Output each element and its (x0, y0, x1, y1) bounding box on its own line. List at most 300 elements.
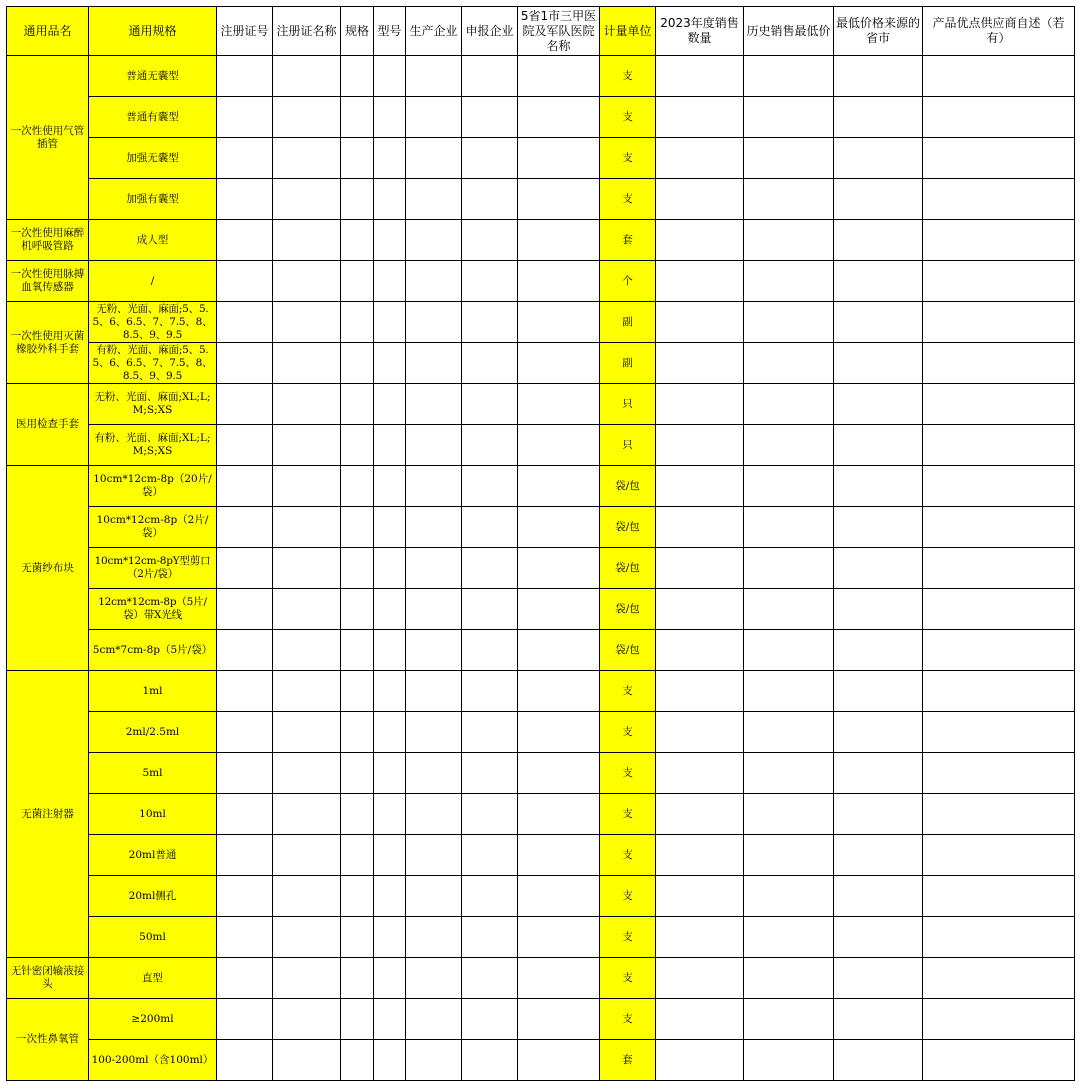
cell-price-source[interactable] (834, 917, 923, 958)
cell-applicant[interactable] (462, 794, 518, 835)
cell-registration-name[interactable] (273, 507, 341, 548)
cell-generic-spec[interactable]: 无粉、光面、麻面;5、5.5、6、6.5、7、7.5、8、8.5、9、9.5 (89, 302, 217, 343)
cell-registration-name[interactable] (273, 179, 341, 220)
cell-model[interactable] (374, 56, 406, 97)
cell-model[interactable] (374, 999, 406, 1040)
cell-lowest-price[interactable] (744, 753, 834, 794)
cell-registration-no[interactable] (217, 794, 273, 835)
cell-unit[interactable]: 支 (600, 794, 656, 835)
cell-specification[interactable] (341, 97, 374, 138)
cell-manufacturer[interactable] (406, 343, 462, 384)
cell-generic-name[interactable]: 无菌纱布块 (7, 466, 89, 671)
cell-registration-name[interactable] (273, 794, 341, 835)
cell-generic-spec[interactable]: 2ml/2.5ml (89, 712, 217, 753)
cell-hospital-names[interactable] (518, 753, 600, 794)
cell-hospital-names[interactable] (518, 712, 600, 753)
cell-manufacturer[interactable] (406, 835, 462, 876)
cell-registration-no[interactable] (217, 425, 273, 466)
cell-specification[interactable] (341, 220, 374, 261)
cell-generic-spec[interactable]: 50ml (89, 917, 217, 958)
cell-sales-2023[interactable] (656, 958, 744, 999)
cell-model[interactable] (374, 548, 406, 589)
cell-generic-spec[interactable]: 5cm*7cm-8p（5片/袋） (89, 630, 217, 671)
cell-specification[interactable] (341, 507, 374, 548)
cell-applicant[interactable] (462, 97, 518, 138)
cell-specification[interactable] (341, 712, 374, 753)
cell-supplier-statement[interactable] (923, 138, 1075, 179)
cell-applicant[interactable] (462, 958, 518, 999)
cell-applicant[interactable] (462, 1040, 518, 1081)
cell-sales-2023[interactable] (656, 425, 744, 466)
cell-applicant[interactable] (462, 302, 518, 343)
cell-model[interactable] (374, 138, 406, 179)
cell-supplier-statement[interactable] (923, 876, 1075, 917)
cell-generic-name[interactable]: 一次性使用麻醉机呼吸管路 (7, 220, 89, 261)
cell-specification[interactable] (341, 384, 374, 425)
cell-lowest-price[interactable] (744, 261, 834, 302)
cell-manufacturer[interactable] (406, 97, 462, 138)
cell-supplier-statement[interactable] (923, 999, 1075, 1040)
cell-manufacturer[interactable] (406, 507, 462, 548)
cell-model[interactable] (374, 589, 406, 630)
header-sales-2023[interactable]: 2023年度销售数量 (656, 7, 744, 56)
cell-registration-name[interactable] (273, 425, 341, 466)
cell-price-source[interactable] (834, 876, 923, 917)
cell-sales-2023[interactable] (656, 917, 744, 958)
cell-hospital-names[interactable] (518, 794, 600, 835)
cell-unit[interactable]: 支 (600, 179, 656, 220)
cell-manufacturer[interactable] (406, 671, 462, 712)
cell-generic-name[interactable]: 无菌注射器 (7, 671, 89, 958)
cell-supplier-statement[interactable] (923, 671, 1075, 712)
cell-supplier-statement[interactable] (923, 630, 1075, 671)
cell-registration-no[interactable] (217, 835, 273, 876)
cell-sales-2023[interactable] (656, 999, 744, 1040)
cell-price-source[interactable] (834, 507, 923, 548)
cell-applicant[interactable] (462, 466, 518, 507)
header-generic-spec[interactable]: 通用规格 (89, 7, 217, 56)
cell-lowest-price[interactable] (744, 835, 834, 876)
cell-generic-spec[interactable]: 无粉、光面、麻面;XL;L;M;S;XS (89, 384, 217, 425)
cell-manufacturer[interactable] (406, 138, 462, 179)
cell-generic-name[interactable]: 一次性使用气管插管 (7, 56, 89, 220)
cell-generic-name[interactable]: 医用检查手套 (7, 384, 89, 466)
cell-registration-name[interactable] (273, 466, 341, 507)
cell-supplier-statement[interactable] (923, 835, 1075, 876)
cell-specification[interactable] (341, 1040, 374, 1081)
cell-registration-name[interactable] (273, 712, 341, 753)
cell-unit[interactable]: 袋/包 (600, 589, 656, 630)
cell-specification[interactable] (341, 958, 374, 999)
cell-manufacturer[interactable] (406, 917, 462, 958)
header-registration-no[interactable]: 注册证号 (217, 7, 273, 56)
cell-model[interactable] (374, 917, 406, 958)
cell-applicant[interactable] (462, 753, 518, 794)
cell-generic-spec[interactable]: 10ml (89, 794, 217, 835)
cell-model[interactable] (374, 97, 406, 138)
cell-generic-spec[interactable]: 有粉、光面、麻面;XL;L;M;S;XS (89, 425, 217, 466)
header-specification[interactable]: 规格 (341, 7, 374, 56)
cell-registration-name[interactable] (273, 999, 341, 1040)
cell-generic-spec[interactable]: 有粉、光面、麻面;5、5.5、6、6.5、7、7.5、8、8.5、9、9.5 (89, 343, 217, 384)
cell-sales-2023[interactable] (656, 1040, 744, 1081)
cell-generic-spec[interactable]: 20ml普通 (89, 835, 217, 876)
cell-sales-2023[interactable] (656, 56, 744, 97)
cell-lowest-price[interactable] (744, 220, 834, 261)
cell-unit[interactable]: 支 (600, 876, 656, 917)
cell-generic-spec[interactable]: 成人型 (89, 220, 217, 261)
cell-registration-no[interactable] (217, 671, 273, 712)
cell-sales-2023[interactable] (656, 261, 744, 302)
cell-price-source[interactable] (834, 712, 923, 753)
cell-price-source[interactable] (834, 794, 923, 835)
cell-applicant[interactable] (462, 425, 518, 466)
cell-generic-name[interactable]: 一次性使用灭菌橡胶外科手套 (7, 302, 89, 384)
cell-sales-2023[interactable] (656, 507, 744, 548)
cell-unit[interactable]: 支 (600, 999, 656, 1040)
cell-supplier-statement[interactable] (923, 384, 1075, 425)
cell-supplier-statement[interactable] (923, 589, 1075, 630)
cell-registration-no[interactable] (217, 343, 273, 384)
cell-unit[interactable]: 套 (600, 1040, 656, 1081)
cell-lowest-price[interactable] (744, 384, 834, 425)
cell-hospital-names[interactable] (518, 261, 600, 302)
cell-applicant[interactable] (462, 220, 518, 261)
cell-registration-name[interactable] (273, 343, 341, 384)
cell-registration-name[interactable] (273, 1040, 341, 1081)
cell-model[interactable] (374, 794, 406, 835)
cell-supplier-statement[interactable] (923, 958, 1075, 999)
cell-sales-2023[interactable] (656, 302, 744, 343)
cell-generic-name[interactable]: 一次性使用脉搏血氧传感器 (7, 261, 89, 302)
cell-lowest-price[interactable] (744, 1040, 834, 1081)
cell-supplier-statement[interactable] (923, 302, 1075, 343)
cell-sales-2023[interactable] (656, 630, 744, 671)
cell-price-source[interactable] (834, 630, 923, 671)
cell-price-source[interactable] (834, 261, 923, 302)
cell-model[interactable] (374, 220, 406, 261)
cell-registration-no[interactable] (217, 999, 273, 1040)
cell-registration-no[interactable] (217, 753, 273, 794)
cell-supplier-statement[interactable] (923, 794, 1075, 835)
cell-manufacturer[interactable] (406, 753, 462, 794)
cell-generic-spec[interactable]: 10cm*12cm-8pY型剪口（2片/袋） (89, 548, 217, 589)
cell-specification[interactable] (341, 835, 374, 876)
header-hospital-names[interactable]: 5省1市三甲医院及军队医院名称 (518, 7, 600, 56)
cell-hospital-names[interactable] (518, 548, 600, 589)
cell-specification[interactable] (341, 425, 374, 466)
cell-manufacturer[interactable] (406, 589, 462, 630)
cell-supplier-statement[interactable] (923, 425, 1075, 466)
cell-manufacturer[interactable] (406, 1040, 462, 1081)
cell-registration-name[interactable] (273, 97, 341, 138)
cell-model[interactable] (374, 261, 406, 302)
cell-model[interactable] (374, 835, 406, 876)
cell-supplier-statement[interactable] (923, 917, 1075, 958)
cell-manufacturer[interactable] (406, 958, 462, 999)
cell-lowest-price[interactable] (744, 425, 834, 466)
cell-price-source[interactable] (834, 302, 923, 343)
cell-manufacturer[interactable] (406, 466, 462, 507)
cell-registration-no[interactable] (217, 220, 273, 261)
cell-registration-no[interactable] (217, 712, 273, 753)
cell-registration-name[interactable] (273, 671, 341, 712)
cell-model[interactable] (374, 958, 406, 999)
cell-applicant[interactable] (462, 835, 518, 876)
cell-applicant[interactable] (462, 917, 518, 958)
cell-registration-no[interactable] (217, 466, 273, 507)
cell-manufacturer[interactable] (406, 261, 462, 302)
cell-applicant[interactable] (462, 56, 518, 97)
cell-sales-2023[interactable] (656, 466, 744, 507)
cell-hospital-names[interactable] (518, 138, 600, 179)
cell-registration-name[interactable] (273, 220, 341, 261)
cell-manufacturer[interactable] (406, 548, 462, 589)
cell-registration-no[interactable] (217, 97, 273, 138)
cell-manufacturer[interactable] (406, 630, 462, 671)
cell-manufacturer[interactable] (406, 425, 462, 466)
cell-lowest-price[interactable] (744, 876, 834, 917)
cell-specification[interactable] (341, 794, 374, 835)
cell-sales-2023[interactable] (656, 589, 744, 630)
cell-applicant[interactable] (462, 999, 518, 1040)
cell-sales-2023[interactable] (656, 753, 744, 794)
cell-registration-no[interactable] (217, 138, 273, 179)
cell-sales-2023[interactable] (656, 179, 744, 220)
cell-registration-no[interactable] (217, 507, 273, 548)
cell-lowest-price[interactable] (744, 999, 834, 1040)
cell-specification[interactable] (341, 917, 374, 958)
cell-applicant[interactable] (462, 630, 518, 671)
cell-unit[interactable]: 支 (600, 917, 656, 958)
cell-registration-name[interactable] (273, 548, 341, 589)
cell-generic-name[interactable]: 无针密闭输液接头 (7, 958, 89, 999)
cell-generic-spec[interactable]: 普通有囊型 (89, 97, 217, 138)
cell-unit[interactable]: 袋/包 (600, 466, 656, 507)
cell-lowest-price[interactable] (744, 917, 834, 958)
cell-lowest-price[interactable] (744, 56, 834, 97)
cell-manufacturer[interactable] (406, 220, 462, 261)
cell-sales-2023[interactable] (656, 138, 744, 179)
cell-price-source[interactable] (834, 753, 923, 794)
cell-unit[interactable]: 支 (600, 138, 656, 179)
cell-model[interactable] (374, 671, 406, 712)
cell-registration-no[interactable] (217, 56, 273, 97)
cell-manufacturer[interactable] (406, 999, 462, 1040)
cell-supplier-statement[interactable] (923, 220, 1075, 261)
cell-supplier-statement[interactable] (923, 753, 1075, 794)
cell-model[interactable] (374, 179, 406, 220)
cell-registration-no[interactable] (217, 589, 273, 630)
cell-model[interactable] (374, 753, 406, 794)
cell-hospital-names[interactable] (518, 630, 600, 671)
cell-applicant[interactable] (462, 179, 518, 220)
cell-hospital-names[interactable] (518, 384, 600, 425)
cell-price-source[interactable] (834, 671, 923, 712)
cell-hospital-names[interactable] (518, 179, 600, 220)
cell-supplier-statement[interactable] (923, 466, 1075, 507)
cell-supplier-statement[interactable] (923, 261, 1075, 302)
cell-applicant[interactable] (462, 507, 518, 548)
cell-manufacturer[interactable] (406, 179, 462, 220)
cell-sales-2023[interactable] (656, 548, 744, 589)
cell-supplier-statement[interactable] (923, 1040, 1075, 1081)
cell-hospital-names[interactable] (518, 343, 600, 384)
cell-specification[interactable] (341, 261, 374, 302)
cell-generic-spec[interactable]: 1ml (89, 671, 217, 712)
header-generic-name[interactable]: 通用品名 (7, 7, 89, 56)
cell-generic-spec[interactable]: 普通无囊型 (89, 56, 217, 97)
header-price-source[interactable]: 最低价格来源的省市 (834, 7, 923, 56)
cell-specification[interactable] (341, 999, 374, 1040)
cell-hospital-names[interactable] (518, 835, 600, 876)
cell-registration-no[interactable] (217, 917, 273, 958)
cell-model[interactable] (374, 630, 406, 671)
cell-applicant[interactable] (462, 876, 518, 917)
header-lowest-price[interactable]: 历史销售最低价 (744, 7, 834, 56)
cell-hospital-names[interactable] (518, 589, 600, 630)
cell-price-source[interactable] (834, 999, 923, 1040)
cell-registration-no[interactable] (217, 630, 273, 671)
cell-manufacturer[interactable] (406, 876, 462, 917)
cell-hospital-names[interactable] (518, 958, 600, 999)
cell-price-source[interactable] (834, 466, 923, 507)
cell-generic-spec[interactable]: 20ml侧孔 (89, 876, 217, 917)
cell-registration-no[interactable] (217, 1040, 273, 1081)
cell-unit[interactable]: 支 (600, 958, 656, 999)
cell-registration-name[interactable] (273, 302, 341, 343)
cell-registration-no[interactable] (217, 384, 273, 425)
cell-supplier-statement[interactable] (923, 179, 1075, 220)
cell-lowest-price[interactable] (744, 97, 834, 138)
cell-applicant[interactable] (462, 548, 518, 589)
cell-unit[interactable]: 个 (600, 261, 656, 302)
cell-price-source[interactable] (834, 835, 923, 876)
cell-unit[interactable]: 支 (600, 835, 656, 876)
cell-price-source[interactable] (834, 343, 923, 384)
cell-sales-2023[interactable] (656, 835, 744, 876)
cell-lowest-price[interactable] (744, 712, 834, 753)
cell-supplier-statement[interactable] (923, 56, 1075, 97)
cell-lowest-price[interactable] (744, 589, 834, 630)
cell-generic-spec[interactable]: 加强有囊型 (89, 179, 217, 220)
cell-model[interactable] (374, 384, 406, 425)
cell-supplier-statement[interactable] (923, 712, 1075, 753)
cell-hospital-names[interactable] (518, 466, 600, 507)
cell-lowest-price[interactable] (744, 548, 834, 589)
cell-specification[interactable] (341, 138, 374, 179)
cell-applicant[interactable] (462, 712, 518, 753)
cell-model[interactable] (374, 876, 406, 917)
cell-manufacturer[interactable] (406, 56, 462, 97)
cell-unit[interactable]: 副 (600, 343, 656, 384)
cell-generic-spec[interactable]: / (89, 261, 217, 302)
cell-registration-no[interactable] (217, 876, 273, 917)
cell-price-source[interactable] (834, 548, 923, 589)
cell-specification[interactable] (341, 753, 374, 794)
cell-sales-2023[interactable] (656, 876, 744, 917)
cell-model[interactable] (374, 1040, 406, 1081)
cell-registration-name[interactable] (273, 56, 341, 97)
cell-supplier-statement[interactable] (923, 343, 1075, 384)
cell-manufacturer[interactable] (406, 712, 462, 753)
cell-lowest-price[interactable] (744, 466, 834, 507)
header-supplier-statement[interactable]: 产品优点供应商自述（若有） (923, 7, 1075, 56)
cell-price-source[interactable] (834, 56, 923, 97)
cell-unit[interactable]: 支 (600, 753, 656, 794)
cell-generic-spec[interactable]: 5ml (89, 753, 217, 794)
cell-hospital-names[interactable] (518, 999, 600, 1040)
cell-lowest-price[interactable] (744, 671, 834, 712)
cell-registration-name[interactable] (273, 876, 341, 917)
cell-manufacturer[interactable] (406, 794, 462, 835)
cell-sales-2023[interactable] (656, 97, 744, 138)
cell-specification[interactable] (341, 302, 374, 343)
cell-registration-name[interactable] (273, 589, 341, 630)
cell-hospital-names[interactable] (518, 507, 600, 548)
cell-registration-no[interactable] (217, 958, 273, 999)
cell-lowest-price[interactable] (744, 794, 834, 835)
cell-specification[interactable] (341, 671, 374, 712)
cell-hospital-names[interactable] (518, 425, 600, 466)
cell-price-source[interactable] (834, 220, 923, 261)
cell-price-source[interactable] (834, 1040, 923, 1081)
cell-unit[interactable]: 支 (600, 56, 656, 97)
cell-registration-name[interactable] (273, 384, 341, 425)
cell-unit[interactable]: 套 (600, 220, 656, 261)
cell-supplier-statement[interactable] (923, 97, 1075, 138)
cell-unit[interactable]: 袋/包 (600, 548, 656, 589)
cell-model[interactable] (374, 343, 406, 384)
cell-specification[interactable] (341, 876, 374, 917)
cell-model[interactable] (374, 507, 406, 548)
cell-registration-no[interactable] (217, 548, 273, 589)
cell-hospital-names[interactable] (518, 220, 600, 261)
cell-registration-name[interactable] (273, 261, 341, 302)
header-manufacturer[interactable]: 生产企业 (406, 7, 462, 56)
header-unit[interactable]: 计量单位 (600, 7, 656, 56)
header-model[interactable]: 型号 (374, 7, 406, 56)
cell-lowest-price[interactable] (744, 179, 834, 220)
cell-sales-2023[interactable] (656, 220, 744, 261)
cell-lowest-price[interactable] (744, 138, 834, 179)
cell-unit[interactable]: 支 (600, 671, 656, 712)
cell-registration-name[interactable] (273, 630, 341, 671)
cell-applicant[interactable] (462, 261, 518, 302)
cell-generic-spec[interactable]: ≥200ml (89, 999, 217, 1040)
cell-model[interactable] (374, 712, 406, 753)
cell-manufacturer[interactable] (406, 384, 462, 425)
header-applicant[interactable]: 申报企业 (462, 7, 518, 56)
cell-hospital-names[interactable] (518, 302, 600, 343)
cell-lowest-price[interactable] (744, 302, 834, 343)
cell-unit[interactable]: 只 (600, 425, 656, 466)
cell-hospital-names[interactable] (518, 917, 600, 958)
cell-lowest-price[interactable] (744, 630, 834, 671)
cell-applicant[interactable] (462, 671, 518, 712)
cell-sales-2023[interactable] (656, 343, 744, 384)
cell-supplier-statement[interactable] (923, 507, 1075, 548)
cell-generic-spec[interactable]: 加强无囊型 (89, 138, 217, 179)
cell-generic-spec[interactable]: 12cm*12cm-8p（5片/袋）带X光线 (89, 589, 217, 630)
cell-price-source[interactable] (834, 179, 923, 220)
cell-unit[interactable]: 支 (600, 97, 656, 138)
cell-unit[interactable]: 袋/包 (600, 507, 656, 548)
header-registration-name[interactable]: 注册证名称 (273, 7, 341, 56)
cell-hospital-names[interactable] (518, 671, 600, 712)
cell-sales-2023[interactable] (656, 384, 744, 425)
cell-manufacturer[interactable] (406, 302, 462, 343)
